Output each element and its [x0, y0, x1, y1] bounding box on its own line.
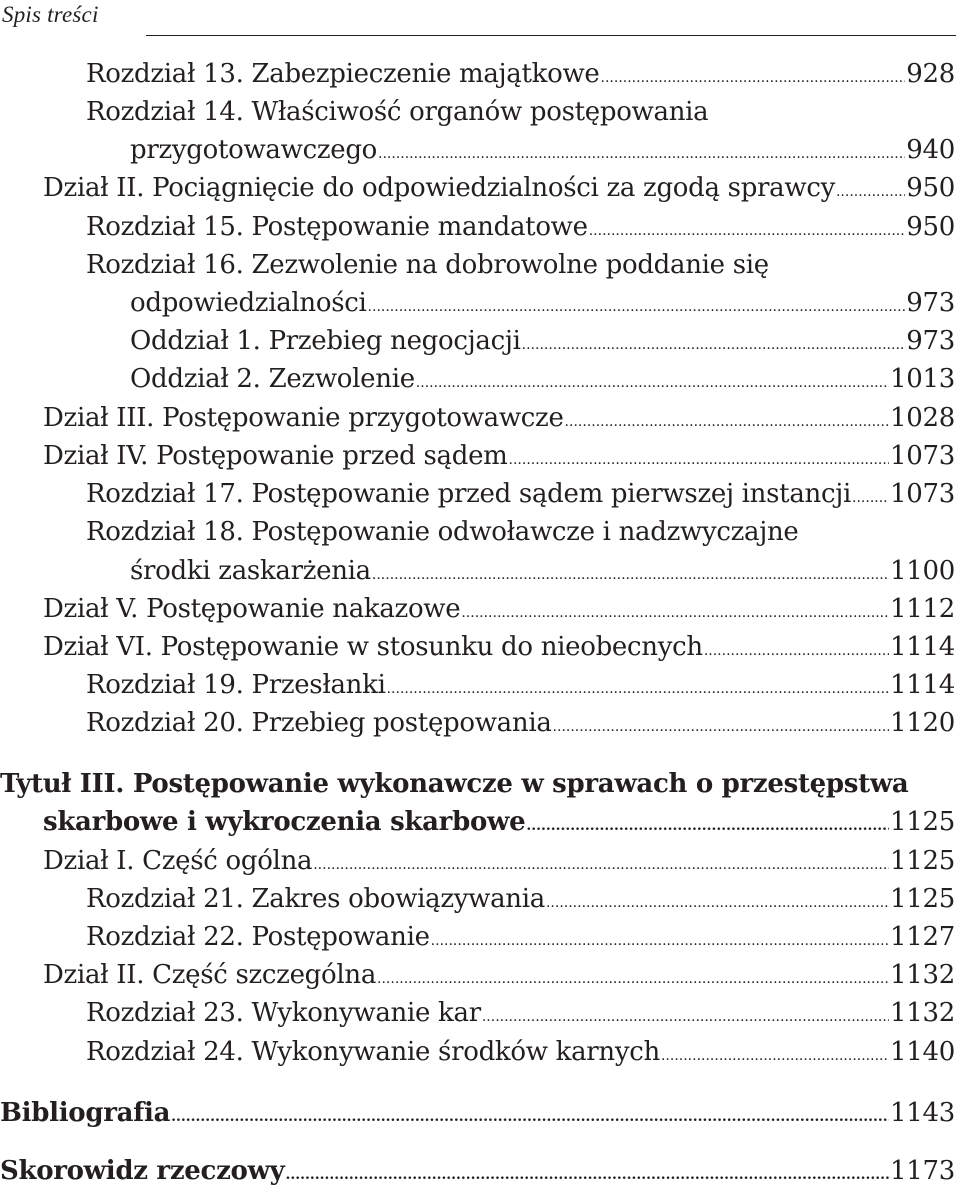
toc-entry-rozdzial-19[interactable]: Rozdział 19. Przesłanki ..... 1114	[86, 669, 955, 701]
page-number: 1073	[890, 441, 955, 471]
toc-entry-rozdzial-24[interactable]: Rozdział 24. Wykonywanie środków karnych ..... 1140	[86, 1036, 955, 1068]
toc-entry-tytul-iii-cont[interactable]: skarbowe i wykroczenia skarbowe ..... 1125	[43, 806, 955, 838]
toc-entry-rozdzial-16[interactable]: Rozdział 16. Zezwolenie na dobrowolne poddanie się	[86, 250, 769, 280]
toc-entry-dzial-ii[interactable]: Dział II. Pociągnięcie do odpowiedzialności za zgodą sprawcy ..... 950	[43, 172, 955, 204]
header-title: Spis treści	[2, 2, 99, 27]
toc-entry-rozdzial-18-cont[interactable]: środki zaskarżenia ..... 1100	[130, 555, 955, 587]
toc-entry-oddzial-1[interactable]: Oddział 1. Przebieg negocjacji ..... 973	[130, 325, 955, 357]
toc-entry-rozdzial-22[interactable]: Rozdział 22. Postępowanie ..... 1127	[86, 921, 955, 953]
page-number: 1143	[890, 1098, 955, 1128]
page-number: 1132	[890, 960, 955, 990]
page-number: 1125	[890, 807, 955, 837]
page-number: 950	[906, 173, 955, 203]
toc-entry-dzial-i[interactable]: Dział I. Część ogólna ..... 1125	[43, 845, 955, 877]
page-number: 1173	[890, 1156, 955, 1186]
page-number: 1140	[890, 1037, 955, 1067]
page-number: 940	[906, 135, 955, 165]
toc-entry-rozdzial-15[interactable]: Rozdział 15. Postępowanie mandatowe ..... 950	[86, 211, 955, 243]
page-number: 1028	[890, 403, 955, 433]
toc-entry-skorowidz[interactable]: Skorowidz rzeczowy ..... 1173	[0, 1155, 955, 1187]
page-number: 1120	[890, 708, 955, 738]
toc-entry-dzial-iii[interactable]: Dział III. Postępowanie przygotowawcze ..... 1028	[43, 402, 955, 434]
toc-entry-rozdzial-20[interactable]: Rozdział 20. Przebieg postępowania ..... 1120	[86, 707, 955, 739]
page-number: 1127	[890, 922, 955, 952]
page-number: 1073	[890, 479, 955, 509]
toc-entry-oddzial-2[interactable]: Oddział 2. Zezwolenie ..... 1013	[130, 363, 955, 395]
toc-entry-rozdzial-23[interactable]: Rozdział 23. Wykonywanie kar ..... 1132	[86, 997, 955, 1029]
page-number: 973	[906, 288, 955, 318]
page-number: 1100	[890, 556, 955, 586]
toc-entry-bibliografia[interactable]: Bibliografia ..... 1143	[0, 1097, 955, 1129]
page-number: 1114	[890, 670, 955, 700]
toc-entry-dzial-v[interactable]: Dział V. Postępowanie nakazowe ..... 1112	[43, 593, 955, 625]
toc-entry-rozdzial-14-cont[interactable]: przygotowawczego ..... 940	[130, 134, 955, 166]
page-number: 928	[906, 59, 955, 89]
page-number: 1125	[890, 846, 955, 876]
page-number: 1013	[890, 364, 955, 394]
page-number: 973	[906, 326, 955, 356]
toc-entry-rozdzial-18[interactable]: Rozdział 18. Postępowanie odwoławcze i nadzwyczajne	[86, 517, 799, 547]
toc-entry-rozdzial-14[interactable]: Rozdział 14. Właściwość organów postępowania	[86, 97, 709, 127]
toc-entry-rozdzial-16-cont[interactable]: odpowiedzialności ..... 973	[130, 287, 955, 319]
page-number: 950	[906, 212, 955, 242]
toc-entry-rozdzial-17[interactable]: Rozdział 17. Postępowanie przed sądem pierwszej instancji ..... 1073	[86, 478, 955, 510]
toc-entry-dzial-iv[interactable]: Dział IV. Postępowanie przed sądem ..... 1073	[43, 440, 955, 472]
toc-entry-tytul-iii[interactable]: Tytuł III. Postępowanie wykonawcze w sprawach o przestępstwa	[0, 769, 909, 799]
page-number: 1125	[890, 884, 955, 914]
toc-entry-dzial-vi[interactable]: Dział VI. Postępowanie w stosunku do nieobecnych ..... 1114	[43, 631, 955, 663]
toc-entry-dzial-ii-szczegolna[interactable]: Dział II. Część szczególna ..... 1132	[43, 959, 955, 991]
toc-entry-rozdzial-13[interactable]: Rozdział 13. Zabezpieczenie majątkowe ..... 928	[86, 58, 955, 90]
toc-entry-rozdzial-21[interactable]: Rozdział 21. Zakres obowiązywania ..... 1125	[86, 883, 955, 915]
page-number: 1132	[890, 998, 955, 1028]
page-number: 1112	[890, 594, 955, 624]
page-number: 1114	[890, 632, 955, 662]
